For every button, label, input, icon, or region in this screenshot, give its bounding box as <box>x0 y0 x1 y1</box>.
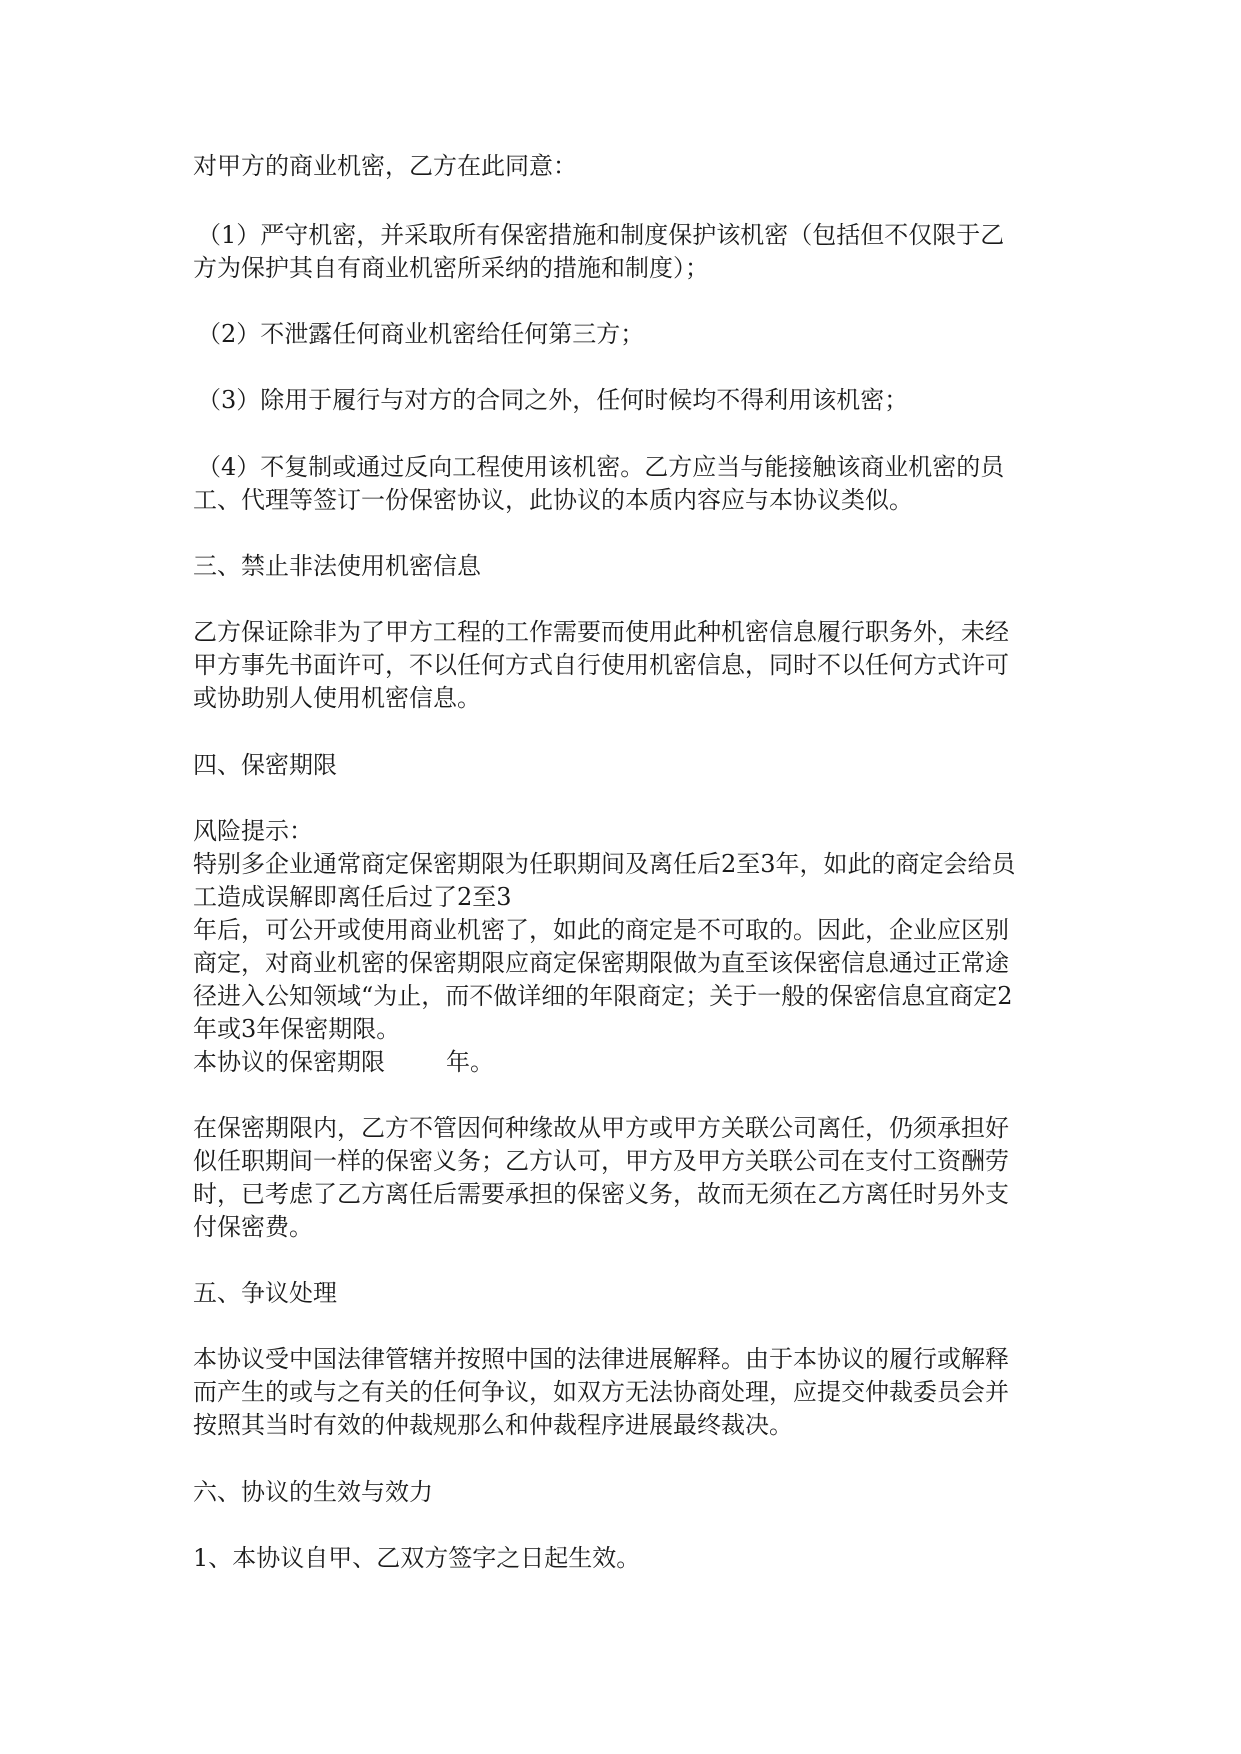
risk-line-1: 特别多企业通常商定保密期限为任职期间及离任后2至3年，如此的商定会给员 <box>193 850 1016 878</box>
term-line: 本协议的保密期限 年。 <box>193 1048 495 1076</box>
clause-item-4-line-2: 工、代理等签订一份保密协议，此协议的本质内容应与本协议类似。 <box>193 486 913 514</box>
after-term-line-2: 似任职期间一样的保密义务；乙方认可，甲方及甲方关联公司在支付工资酬劳 <box>193 1147 1009 1175</box>
risk-line-3: 年后，可公开或使用商业机密了，如此的商定是不可取的。因此，企业应区别 <box>193 916 1009 944</box>
intro-paragraph: 对甲方的商业机密，乙方在此同意： <box>193 152 577 180</box>
risk-heading: 风险提示： <box>193 817 313 845</box>
clause-item-3: （3）除用于履行与对方的合同之外，任何时候均不得利用该机密； <box>197 386 909 414</box>
clause-item-1-line-1: （1）严守机密，并采取所有保密措施和制度保护该机密（包括但不仅限于乙 <box>197 221 1005 249</box>
section-5-line-1: 本协议受中国法律管辖并按照中国的法律进展解释。由于本协议的履行或解释 <box>193 1345 1009 1373</box>
risk-line-5: 径进入公知领域“为止，而不做详细的年限商定；关于一般的保密信息宜商定2 <box>193 982 1013 1010</box>
section-3-line-1: 乙方保证除非为了甲方工程的工作需要而使用此种机密信息履行职务外，未经 <box>193 618 1009 646</box>
after-term-line-3: 时，已考虑了乙方离任后需要承担的保密义务，故而无须在乙方离任时另外支 <box>193 1180 1009 1208</box>
risk-line-2: 工造成误解即离任后过了2至3 <box>193 883 512 911</box>
after-term-line-4: 付保密费。 <box>193 1213 313 1241</box>
section-5-line-3: 按照其当时有效的仲裁规那么和仲裁程序进展最终裁决。 <box>193 1411 793 1439</box>
section-5-heading: 五、争议处理 <box>193 1279 337 1307</box>
section-3-line-3: 或协助别人使用机密信息。 <box>193 684 481 712</box>
after-term-line-1: 在保密期限内，乙方不管因何种缘故从甲方或甲方关联公司离任，仍须承担好 <box>193 1114 1009 1142</box>
risk-line-6: 年或3年保密期限。 <box>193 1015 401 1043</box>
clause-item-1-line-2: 方为保护其自有商业机密所采纳的措施和制度）； <box>193 254 709 282</box>
clause-item-4-line-1: （4）不复制或通过反向工程使用该机密。乙方应当与能接触该商业机密的员 <box>197 453 1005 481</box>
section-3-line-2: 甲方事先书面许可，不以任何方式自行使用机密信息，同时不以任何方式许可 <box>193 651 1009 679</box>
section-6-item-1: 1、本协议自甲、乙双方签字之日起生效。 <box>193 1544 641 1572</box>
section-3-heading: 三、禁止非法使用机密信息 <box>193 552 481 580</box>
risk-line-4: 商定，对商业机密的保密期限应商定保密期限做为直至该保密信息通过正常途 <box>193 949 1009 977</box>
section-6-heading: 六、协议的生效与效力 <box>193 1478 433 1506</box>
section-5-line-2: 而产生的或与之有关的任何争议，如双方无法协商处理，应提交仲裁委员会并 <box>193 1378 1009 1406</box>
section-4-heading: 四、保密期限 <box>193 751 337 779</box>
clause-item-2: （2）不泄露任何商业机密给任何第三方； <box>197 320 645 348</box>
